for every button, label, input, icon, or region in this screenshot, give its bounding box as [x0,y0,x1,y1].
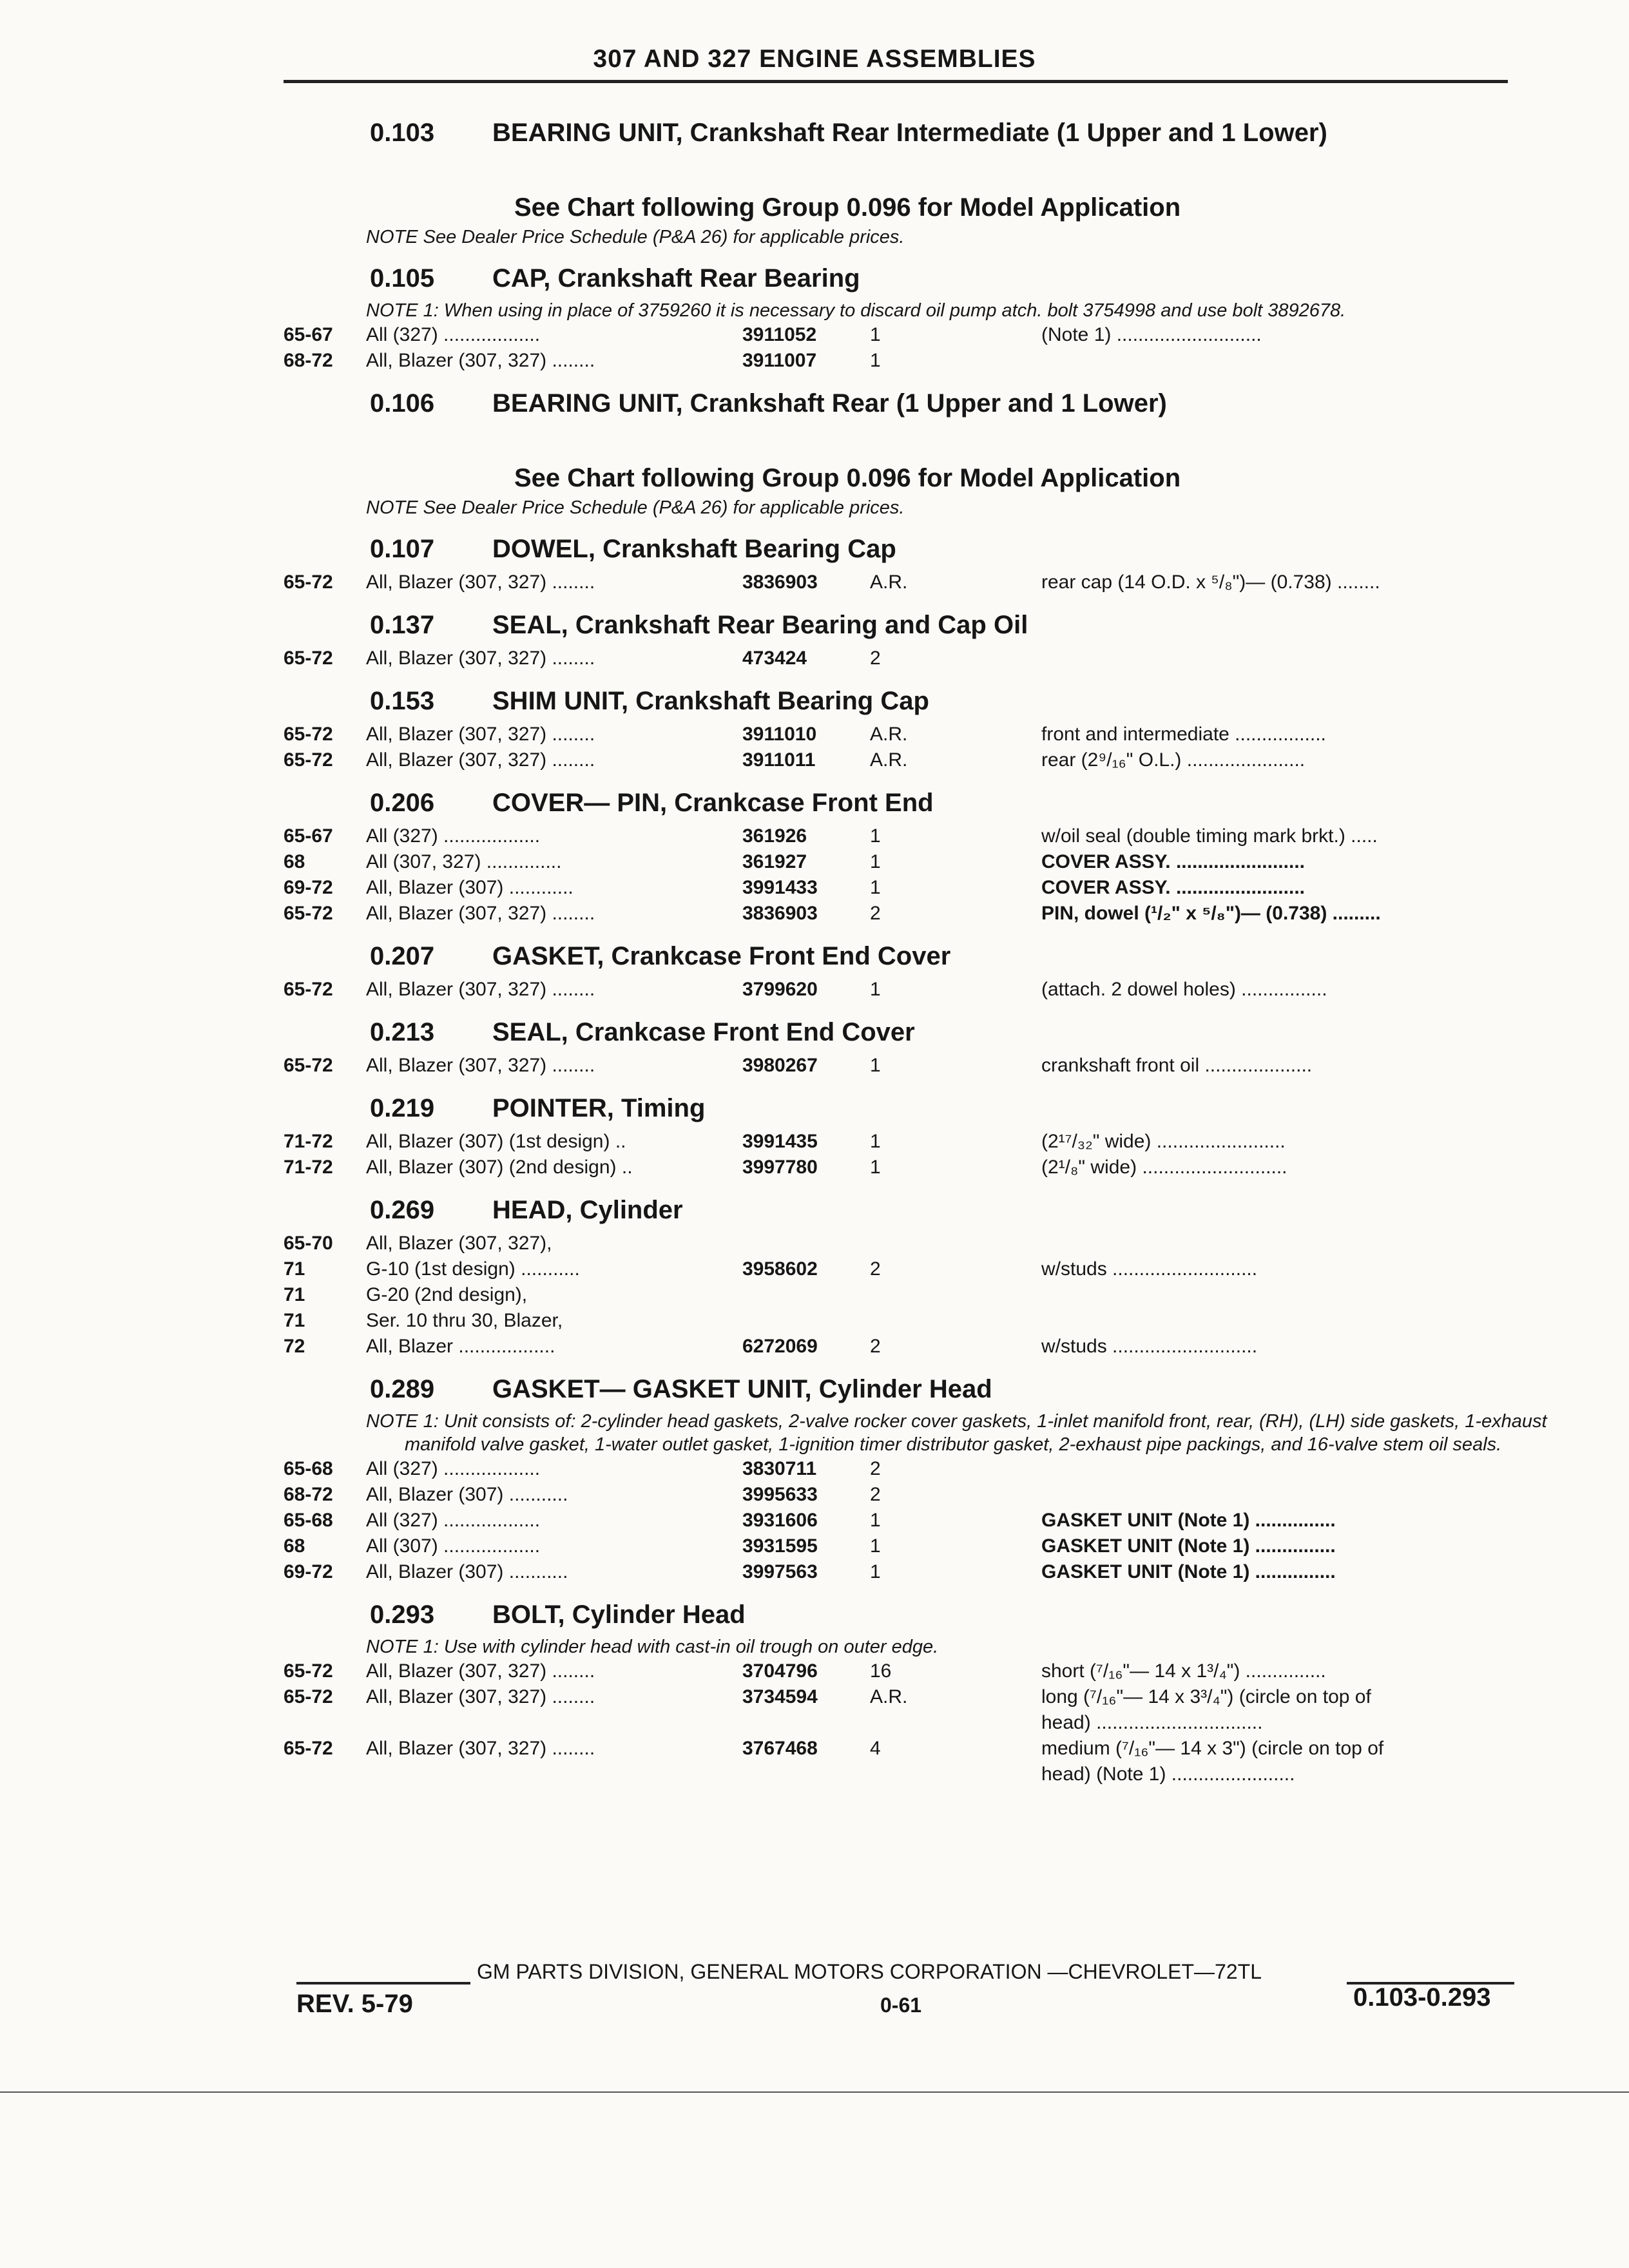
quantity: 2 [870,648,881,669]
group-title: GASKET— GASKET UNIT, Cylinder Head [492,1375,992,1403]
description: short (⁷/₁₆"— 14 x 1³/₄") ............... [1041,1660,1326,1682]
part-row [284,1508,1527,1533]
part-number: 3931595 [742,1535,818,1557]
description: front and intermediate ................. [1041,724,1326,745]
description: w/studs ........................... [1041,1258,1258,1280]
footer-publisher: GM PARTS DIVISION, GENERAL MOTORS CORPORATION —CHEVROLET—72TL [477,1960,1262,1983]
application: All, Blazer (307, 327) ........ [366,903,595,924]
part-number: 361927 [742,851,807,872]
description: (2¹⁷/₃₂" wide) ........................ [1041,1131,1286,1152]
part-number: 3995633 [742,1484,818,1505]
application: All, Blazer (307, 327) ........ [366,572,595,593]
quantity: A.R. [870,1686,908,1707]
part-number: 3997563 [742,1561,818,1582]
application: All, Blazer (307) ........... [366,1484,568,1505]
quantity: 1 [870,1157,881,1178]
application: All, Blazer (307, 327) ........ [366,724,595,745]
group-number: 0.219 [370,1094,435,1122]
part-row [284,1533,1527,1559]
quantity: 1 [870,979,881,1000]
quantity: A.R. [870,572,908,593]
group-heading [370,1088,1527,1129]
part-row [284,1762,1527,1787]
application: All (327) .................. [366,324,541,345]
application: All (307) .................. [366,1535,541,1557]
part-row [284,1053,1527,1079]
part-row [284,1482,1527,1508]
group-heading [370,680,1527,722]
part-row [284,1684,1527,1710]
description: COVER ASSY. ........................ [1041,851,1305,872]
part-row [284,1736,1527,1762]
part-row [284,722,1527,747]
part-number: 3997780 [742,1157,818,1178]
description: (Note 1) ........................... [1041,324,1262,345]
part-row [284,1559,1527,1585]
revision-label: REV. 5-79 [296,1990,413,2018]
part-row [284,1256,1527,1282]
model-years: 65-68 [284,1458,333,1479]
part-row [284,1456,1527,1482]
parts-list [284,103,1547,1787]
part-number: 361926 [742,825,807,847]
model-years: 69-72 [284,877,333,898]
quantity: 1 [870,1535,881,1557]
description: (2¹/₈" wide) ........................... [1041,1157,1287,1178]
page-number: 0-61 [880,1994,922,2017]
group-heading [370,383,1527,424]
quantity: 1 [870,825,881,847]
group-number: 0.137 [370,611,435,639]
group-heading [370,112,1527,153]
description: (attach. 2 dowel holes) ................ [1041,979,1327,1000]
group-title: SEAL, Crankshaft Rear Bearing and Cap Oil [492,611,1028,639]
model-years: 65-72 [284,903,333,924]
part-number: 3911052 [742,324,817,345]
page-footer [0,1946,1629,2036]
quantity: 2 [870,1484,881,1505]
model-years: 65-72 [284,1738,333,1759]
note-text: NOTE See Dealer Price Schedule (P&A 26) for applicable prices. [366,497,905,518]
part-number: 3911007 [742,350,817,371]
group-heading [370,1189,1527,1231]
model-years: 68 [284,851,305,872]
part-number: 473424 [742,648,807,669]
model-years: 65-72 [284,1055,333,1076]
group-title: HEAD, Cylinder [492,1196,683,1224]
model-years: 71 [284,1310,305,1331]
application: All, Blazer (307, 327) ........ [366,1055,595,1076]
model-years: 71 [284,1284,305,1305]
part-number: 3991433 [742,877,818,898]
application: All, Blazer (307) (2nd design) .. [366,1157,633,1178]
part-number: 3931606 [742,1510,818,1531]
group-number: 0.105 [370,264,435,293]
model-years: 65-72 [284,724,333,745]
quantity: 4 [870,1738,881,1759]
model-years: 65-67 [284,825,333,847]
description: GASKET UNIT (Note 1) ............... [1041,1535,1336,1557]
group-title: DOWEL, Crankshaft Bearing Cap [492,535,896,563]
part-number: 3734594 [742,1686,818,1707]
description: head) (Note 1) ....................... [1041,1763,1295,1785]
part-row [284,1308,1527,1334]
part-row [284,849,1527,875]
note-text: NOTE See Dealer Price Schedule (P&A 26) for applicable prices. [366,227,905,247]
model-years: 65-72 [284,648,333,669]
group-heading [370,258,1527,299]
group-number: 0.269 [370,1196,435,1224]
part-row [284,1282,1527,1308]
group-title: POINTER, Timing [492,1094,706,1122]
model-years: 68-72 [284,350,333,371]
part-row [284,1658,1527,1684]
model-years: 65-72 [284,749,333,771]
bottom-rule [0,2091,1629,2093]
model-years: 71 [284,1258,305,1280]
quantity: 1 [870,1131,881,1152]
quantity: A.R. [870,724,908,745]
group-number: 0.293 [370,1600,435,1629]
page-title: 307 AND 327 ENGINE ASSEMBLIES [593,45,1036,73]
model-years: 65-72 [284,1660,333,1682]
part-number: 3911010 [742,724,817,745]
description: crankshaft front oil .................... [1041,1055,1313,1076]
group-heading [370,1369,1527,1410]
group-title: COVER— PIN, Crankcase Front End [492,789,934,817]
group-heading [370,1012,1527,1053]
group-title: SEAL, Crankcase Front End Cover [492,1018,915,1046]
note-text: NOTE 1: Unit consists of: 2-cylinder head gaskets, 2-valve rocker cover gaskets, 1-inlet manifold front, rear, (RH), (LH) side gaskets, 1-exhaust manifold valve gasket, 1-water outlet gasket, 1-ignition timer distributor gasket, 2-exhaust pipe packings, and 16-valve stem oil seals. [366,1411,1547,1455]
application: All, Blazer .................. [366,1336,555,1357]
group-number: 0.107 [370,535,435,563]
part-row [284,977,1527,1003]
part-row [284,646,1527,671]
part-number: 3799620 [742,979,818,1000]
application: All, Blazer (307, 327) ........ [366,1686,595,1707]
group-title: BEARING UNIT, Crankshaft Rear Intermediate (1 Upper and 1 Lower) [492,119,1327,147]
description: PIN, dowel (¹/₂" x ⁵/₈")— (0.738) ......... [1041,903,1381,924]
group-number: 0.289 [370,1375,435,1403]
group-range: 0.103-0.293 [1353,1983,1491,2012]
quantity: A.R. [870,749,908,771]
part-number: 3911011 [742,749,816,771]
model-years: 65-70 [284,1233,333,1254]
part-row [284,823,1527,849]
description: head) ............................... [1041,1712,1263,1733]
application: All, Blazer (307, 327), [366,1233,552,1254]
quantity: 1 [870,324,881,345]
quantity: 1 [870,1055,881,1076]
footer-rule-left [296,1982,470,1984]
quantity: 2 [870,1258,881,1280]
application: G-10 (1st design) ........... [366,1258,580,1280]
model-years: 72 [284,1336,305,1357]
group-title: SHIM UNIT, Crankshaft Bearing Cap [492,687,929,715]
part-row [284,1129,1527,1155]
quantity: 2 [870,1336,881,1357]
application: All (327) .................. [366,1510,541,1531]
part-number: 3958602 [742,1258,818,1280]
description: w/studs ........................... [1041,1336,1258,1357]
group-number: 0.103 [370,119,435,147]
application: All (327) .................. [366,825,541,847]
part-row [284,322,1527,348]
model-years: 65-72 [284,1686,333,1707]
model-years: 65-72 [284,572,333,593]
application: G-20 (2nd design), [366,1284,528,1305]
part-row [284,1155,1527,1180]
part-row [284,1710,1527,1736]
part-number: 3836903 [742,572,818,593]
model-years: 68-72 [284,1484,333,1505]
application: All, Blazer (307, 327) ........ [366,1738,595,1759]
description: medium (⁷/₁₆"— 14 x 3") (circle on top of [1041,1738,1384,1759]
quantity: 2 [870,1458,881,1479]
application: All, Blazer (307, 327) ........ [366,979,595,1000]
chart-reference: See Chart following Group 0.096 for Model Application [514,464,1181,492]
application: All, Blazer (307, 327) ........ [366,1660,595,1682]
note-text: NOTE 1: Use with cylinder head with cast-in oil trough on outer edge. [366,1637,939,1657]
part-number: 3704796 [742,1660,818,1682]
quantity: 1 [870,851,881,872]
group-heading [370,936,1527,977]
model-years: 71-72 [284,1131,333,1152]
application: All, Blazer (307) (1st design) .. [366,1131,626,1152]
group-number: 0.213 [370,1018,435,1046]
application: All, Blazer (307, 327) ........ [366,648,595,669]
description: GASKET UNIT (Note 1) ............... [1041,1561,1336,1582]
part-row [284,747,1527,773]
application: All, Blazer (307, 327) ........ [366,350,595,371]
application: Ser. 10 thru 30, Blazer, [366,1310,563,1331]
application: All (307, 327) .............. [366,851,562,872]
chart-reference: See Chart following Group 0.096 for Model Application [514,193,1181,222]
model-years: 71-72 [284,1157,333,1178]
group-heading [370,604,1527,646]
group-heading [370,1594,1527,1635]
application: All, Blazer (307) ............ [366,877,574,898]
part-row [284,1231,1527,1256]
quantity: 1 [870,350,881,371]
group-number: 0.207 [370,942,435,970]
part-number: 6272069 [742,1336,818,1357]
model-years: 69-72 [284,1561,333,1582]
application: All, Blazer (307, 327) ........ [366,749,595,771]
header-rule [284,80,1508,83]
group-number: 0.206 [370,789,435,817]
group-title: CAP, Crankshaft Rear Bearing [492,264,860,293]
part-row [284,875,1527,901]
part-number: 3980267 [742,1055,818,1076]
part-row [284,901,1527,927]
model-years: 65-72 [284,979,333,1000]
model-years: 65-68 [284,1510,333,1531]
group-number: 0.106 [370,389,435,418]
description: rear (2⁹/₁₆" O.L.) ...................... [1041,749,1306,771]
description: w/oil seal (double timing mark brkt.) ..... [1041,825,1378,847]
group-heading [370,782,1527,823]
part-number: 3991435 [742,1131,818,1152]
description: COVER ASSY. ........................ [1041,877,1305,898]
model-years: 68 [284,1535,305,1557]
part-number: 3830711 [742,1458,817,1479]
description: long (⁷/₁₆"— 14 x 3³/₄") (circle on top of [1041,1686,1371,1707]
quantity: 2 [870,903,881,924]
quantity: 1 [870,877,881,898]
group-title: BOLT, Cylinder Head [492,1600,746,1629]
note-text: NOTE 1: When using in place of 3759260 it is necessary to discard oil pump atch. bolt 3754998 and use bolt 3892678. [366,300,1346,321]
quantity: 1 [870,1561,881,1582]
part-number: 3767468 [742,1738,818,1759]
quantity: 16 [870,1660,892,1682]
application: All, Blazer (307) ........... [366,1561,568,1582]
part-row [284,348,1527,374]
group-title: GASKET, Crankcase Front End Cover [492,942,951,970]
group-title: BEARING UNIT, Crankshaft Rear (1 Upper and 1 Lower) [492,389,1167,418]
description: rear cap (14 O.D. x ⁵/₈")— (0.738) ........ [1041,572,1380,593]
application: All (327) .................. [366,1458,541,1479]
part-number: 3836903 [742,903,818,924]
part-row [284,1334,1527,1360]
description: GASKET UNIT (Note 1) ............... [1041,1510,1336,1531]
model-years: 65-67 [284,324,333,345]
group-heading [370,528,1527,570]
part-row [284,570,1527,595]
quantity: 1 [870,1510,881,1531]
group-number: 0.153 [370,687,435,715]
